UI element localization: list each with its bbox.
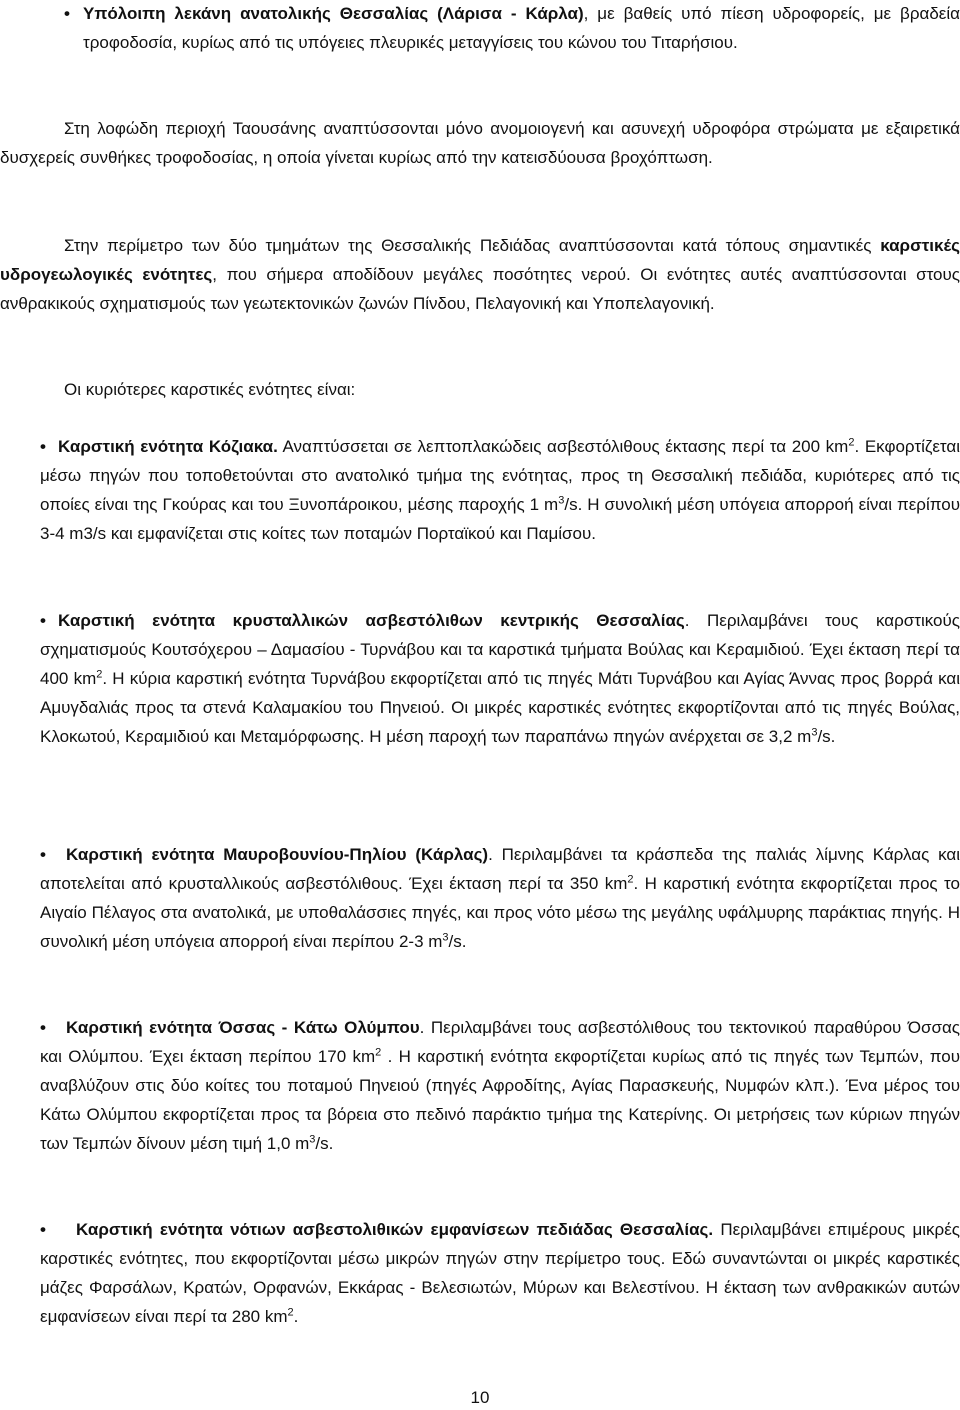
bullet-marker: • [40,1220,46,1239]
bullet-ossa-title: Καρστική ενότητα Όσσας - Κάτω Ολύμπου [66,1018,420,1037]
bullet-marker: • [40,611,46,630]
bullet-marker: • [40,437,46,456]
bullet-crystalline: Καρστική ενότητα κρυσταλλικών ασβεστόλιθων κεντρικής Θεσσαλίας. Περιλαμβάνει τους καρστικούς σχηματισμούς Κουτσόχερου – Δαμασίου - Τυρνάβου και τα καρστικά τμήματα Βούλας και Κεραμιδιού. Έχει έκταση περί τα 400 $km^2$. Η κύρια καρστική ενότητα Τυρνάβου εκφορτίζεται από τις πηγές Μάτι Τυρνάβου και Αγίας Άννας προς βορρά και Αμυγδαλιάς προς τα στενά Καλαμακίου του Πηνειού. Οι μικρές καρστικές ενότητες εκφορτίζονται από τις πηγές Βούλας, Κλοκωτού, Κεραμιδιού και Μεταμόρφωσης. Η μέση παροχή των παραπάνω πηγών ανέρχεται σε 3,2 $m^3/s$. [40,611,960,746]
bullet-marker: • [40,845,46,864]
paragraph-main-units: Οι κυριότερες καρστικές ενότητες είναι: [64,380,356,399]
paragraph-taousanis: Στη λοφώδη περιοχή Ταουσάνης αναπτύσσονται μόνο ανομοιογενή και ασυνεχή υδροφόρα στρώματα με εξαιρετικά δυσχερείς συνθήκες τροφοδοσίας, η οποία γίνεται κυρίως από την κατεισδύουσα βροχόπτωση. [0,119,960,167]
page-number: 10 [470,1388,490,1407]
bullet-southern: Καρστική ενότητα νότιων ασβεστολιθικών εμφανίσεων πεδιάδας Θεσσαλίας. Περιλαμβάνει επιμέρους μικρές καρστικές ενότητες, που εκφορτίζονται μέσω μικρών πηγών στην περίμετρο τους. Εδώ συναντώνται οι μικρές καρστικές μάζες Φαρσάλων, Κρατών, Ορφανών, Εκκάρας - Βελεσιωτών, Μύρων και Βελεστίνου. Η έκταση των ανθρακικών αυτών εμφανίσεων είναι περί τα 280 $km^2$. [40,1220,960,1326]
bullet-marker: • [40,1018,46,1037]
bullet-ossa: Καρστική ενότητα Όσσας - Κάτω Ολύμπου. Περιλαμβάνει τους ασβεστόλιθους του τεκτονικού παραθύρου Όσσας και Ολύμπου. Έχει έκταση περίπου 170 $km^2$ . Η καρστική ενότητα εκφορτίζεται κυρίως από τις πηγές των Τεμπών, που αναβλύζουν στις δύο κοίτες του ποταμού Πηνειού (πηγές Αφροδίτης, Αγίας Παρασκευής, Νυμφών κλπ.). Ένα μέρος του Κάτω Ολύμπου εκφορτίζεται προς τα βόρεια στο πεδινό παράκτιο τμήμα της Κατερίνης. Οι μετρήσεις των κύριων πηγών των Τεμπών δίνουν μέση τιμή 1,0 $m^3/s$. [40,1018,960,1153]
bullet-mavrovouni-title: Καρστική ενότητα Μαυροβουνίου-Πηλίου (Κάρλας) [66,845,489,864]
bullet-koziakas-title: Καρστική ενότητα Κόζιακα. [58,437,278,456]
bullet-koziakas: Καρστική ενότητα Κόζιακα. Αναπτύσσεται σε λεπτοπλακώδεις ασβεστόλιθους έκτασης περί τα 200 $km^2$. Εκφορτίζεται μέσω πηγών που τοποθετούνται στο ανατολικό τμήμα της ενότητας, προς τη Θεσσαλική πεδιάδα, κυριότερες από τις οποίες είναι της Γκούρας και του Ξυνοπάροικου, μέσης παροχής 1 $m^3/s$. Η συνολική μέση υπόγεια απορροή είναι περίπου 3-4 m3/s και εμφανίζεται στις κοίτες των ποταμών Πορταϊκού και Παμίσου. [40,436,960,543]
bullet-crystalline-title: Καρστική ενότητα κρυσταλλικών ασβεστόλιθων κεντρικής Θεσσαλίας [58,611,685,630]
bullet-marker: • [64,4,70,23]
paragraph-perimeter: Στην περίμετρο των δύο τμημάτων της Θεσσαλικής Πεδιάδας αναπτύσσονται κατά τόπους σημαντικές καρστικές υδρογεωλογικές ενότητες, που σήμερα αποδίδουν μεγάλες ποσότητες νερού. Οι ενότητες αυτές αναπτύσσονται στους ανθρακικούς σχηματισμούς των γεωτεκτονικών ζωνών Πίνδου, Πελαγονική και Υποπελαγονική. [0,236,960,313]
bullet-mavrovouni: Καρστική ενότητα Μαυροβουνίου-Πηλίου (Κάρλας). Περιλαμβάνει τα κράσπεδα της παλιάς λίμνης Κάρλας και αποτελείται από κρυσταλλικούς ασβεστόλιθους. Έχει έκταση περί τα 350 $km^2$. Η καρστική ενότητα εκφορτίζεται προς το Αιγαίο Πέλαγος στα ανατολικά, με υποθαλάσσιες πηγές, και προς νότο μέσω της μεγάλης υφάλμυρης παράκτιας πηγής. Η συνολική μέση υπόγεια απορροή είναι περίπου 2-3 $m^3/s$. [40,845,960,951]
bullet-upper-basin: Υπόλοιπη λεκάνη ανατολικής Θεσσαλίας (Λάρισα - Κάρλα), με βαθείς υπό πίεση υδροφορείς, με βραδεία τροφοδοσία, κυρίως από τις υπόγειες πλευρικές μεταγγίσεις του κώνου του Τιταρήσιου. [83,4,960,52]
karst-units-term: καρστικές υδρογεωλογικές ενότητες [0,236,960,284]
bullet-upper-basin-title: Υπόλοιπη λεκάνη ανατολικής Θεσσαλίας (Λάρισα - Κάρλα) [83,4,584,23]
bullet-southern-title: Καρστική ενότητα νότιων ασβεστολιθικών εμφανίσεων πεδιάδας Θεσσαλίας. [76,1220,714,1239]
